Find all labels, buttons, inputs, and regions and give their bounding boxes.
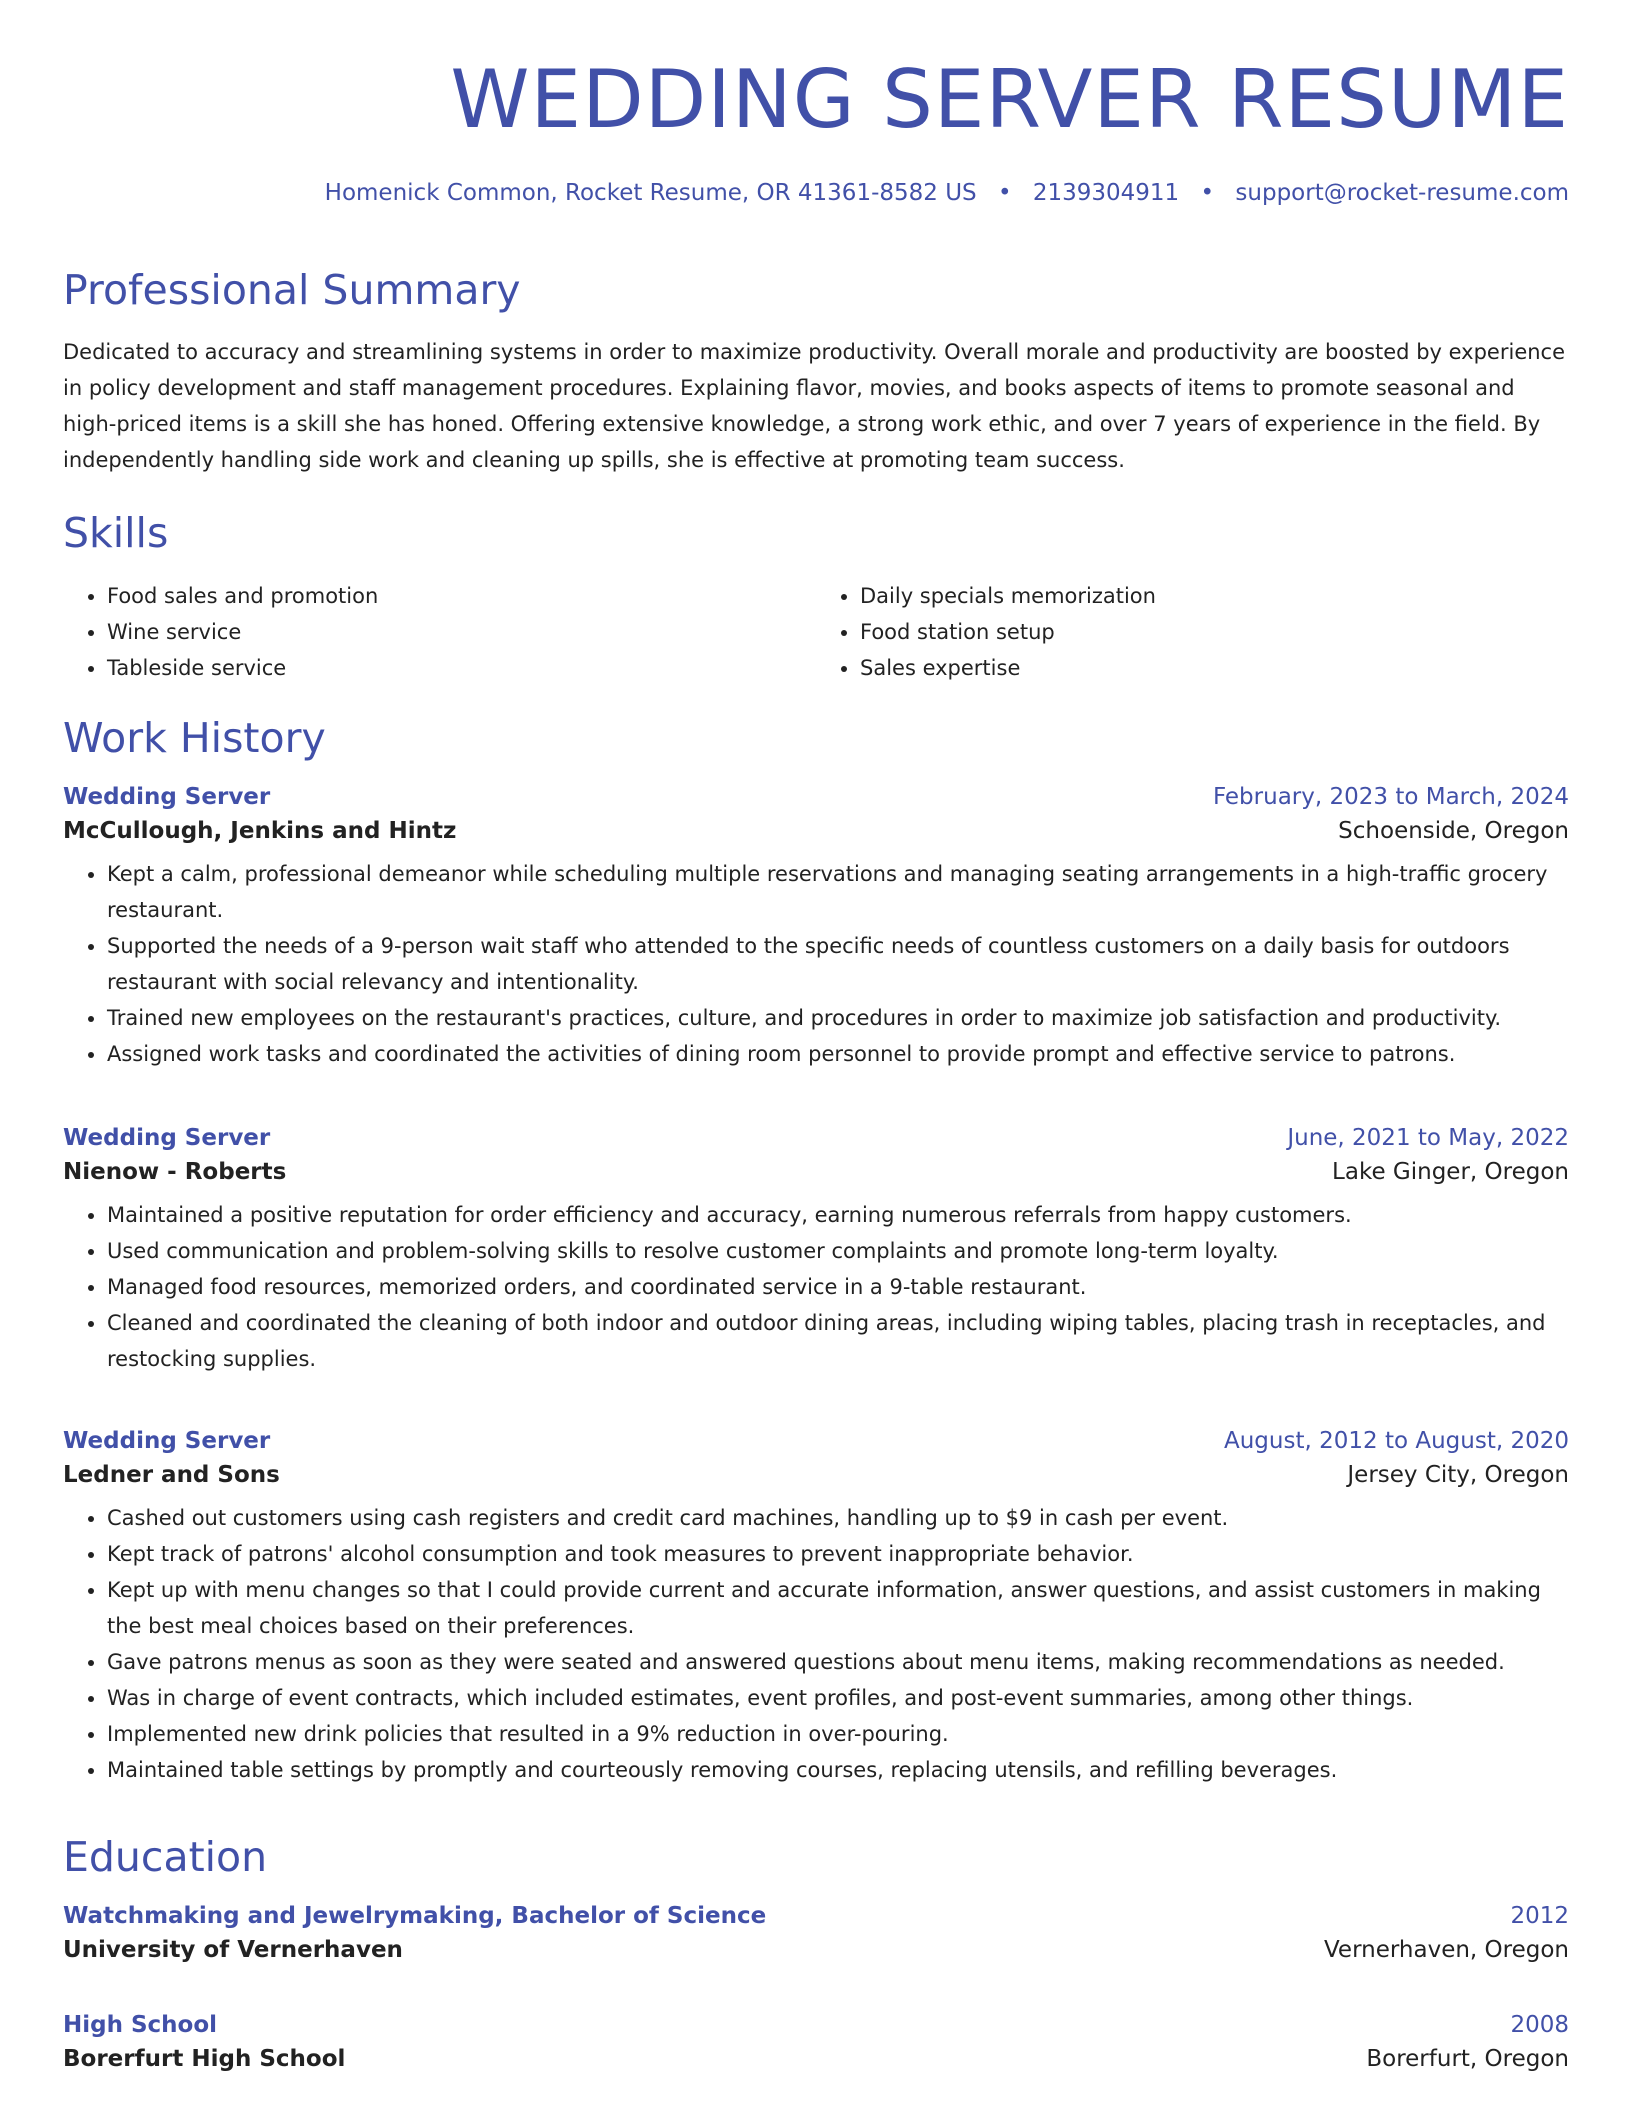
job-bullets [63,1197,1569,1377]
job-bullet: • Kept track of patrons' alcohol consumption and took measures to prevent inappropriate behavior. [107,1536,1569,1572]
job-bullet: • Was in charge of event contracts, which included estimates, event profiles, and post-event summaries, among other things. [107,1680,1569,1716]
skill-item: • Sales expertise [860,650,1569,686]
skills-column-left [63,578,816,686]
job-role: Wedding Server [63,1125,271,1151]
job-dates: June, 2021 to May, 2022 [1287,1125,1569,1151]
contact-email: support@rocket-resume.com [1235,180,1569,206]
summary-text: Dedicated to accuracy and streamlining systems in order to maximize productivity. Overall morale and productivity are boosted by experience in policy development and staff management procedures. Explaining flavor, movies, and books aspects of items to promote seasonal and high-priced items is a skill she has honed. Offering extensive knowledge, a strong work ethic, and over 7 years of experience in the field. By independently handling side work and cleaning up spills, she is effective at promoting team success. [63,340,1566,472]
education-entry [63,2012,1569,2072]
job-dates: February, 2023 to March, 2024 [1212,784,1569,810]
skill-item: • Tableside service [107,650,816,686]
skills-list [63,578,1569,686]
job-bullet: • Trained new employees on the restaurant's practices, culture, and procedures in order to maximize job satisfaction and productivity. [107,1000,1569,1036]
summary-heading: Professional Summary [63,266,521,314]
job-company: McCullough, Jenkins and Hintz [63,818,457,844]
job-bullet: • Gave patrons menus as soon as they were seated and answered questions about menu items, making recommendations as needed. [107,1644,1569,1680]
job-bullet: • Assigned work tasks and coordinated the activities of dining room personnel to provide prompt and effective service to patrons. [107,1036,1569,1072]
job-bullet: • Used communication and problem-solving skills to resolve customer complaints and promote long-term loyalty. [107,1233,1569,1269]
job-entry [63,784,1569,1072]
education-school: University of Vernerhaven [63,1937,403,1963]
skills-heading: Skills [63,509,169,557]
education-location: Borerfurt, Oregon [1366,2046,1569,2072]
job-dates: August, 2012 to August, 2020 [1224,1428,1569,1454]
skill-item: • Wine service [107,614,816,650]
job-bullet: • Cleaned and coordinated the cleaning of both indoor and outdoor dining areas, including wiping tables, placing trash in receptacles, and restocking supplies. [107,1305,1569,1377]
job-company: Nienow - Roberts [63,1159,287,1185]
contact-line [63,180,1569,206]
job-location: Schoenside, Oregon [1338,818,1569,844]
job-bullet: • Supported the needs of a 9-person wait staff who attended to the specific needs of countless customers on a daily basis for outdoors restaurant with social relevancy and intentionality. [107,928,1569,1000]
education-heading: Education [63,1833,268,1881]
skill-item: • Food station setup [860,614,1569,650]
education-degree: Watchmaking and Jewelrymaking, Bachelor of Science [63,1903,767,1929]
education-entry [63,1903,1569,1963]
skills-column-right [816,578,1569,686]
resume-title: WEDDING SERVER RESUME [450,53,1569,146]
job-bullets [63,856,1569,1072]
job-bullet: • Cashed out customers using cash registers and credit card machines, handling up to $9 in cash per event. [107,1500,1569,1536]
job-location: Jersey City, Oregon [1347,1462,1569,1488]
job-bullets [63,1500,1569,1788]
work-heading: Work History [63,714,326,762]
contact-address: Homenick Common, Rocket Resume, OR 41361-8582 US [324,180,977,206]
job-bullet: • Kept a calm, professional demeanor while scheduling multiple reservations and managing seating arrangements in a high-traffic grocery restaurant. [107,856,1569,928]
education-year: 2008 [1510,2012,1569,2038]
education-school: Borerfurt High School [63,2046,346,2072]
skill-item: • Daily specials memorization [860,578,1569,614]
job-entry [63,1428,1569,1788]
job-bullet: • Kept up with menu changes so that I could provide current and accurate information, answer questions, and assist customers in making the best meal choices based on their preferences. [107,1572,1569,1644]
job-bullet: • Implemented new drink policies that resulted in a 9% reduction in over-pouring. [107,1716,1569,1752]
job-company: Ledner and Sons [63,1462,280,1488]
education-location: Vernerhaven, Oregon [1323,1937,1569,1963]
job-bullet: • Maintained table settings by promptly and courteously removing courses, replacing utensils, and refilling beverages. [107,1752,1569,1788]
contact-separator: • [1200,180,1215,206]
skill-item: • Food sales and promotion [107,578,816,614]
job-role: Wedding Server [63,1428,271,1454]
job-bullet: • Managed food resources, memorized orders, and coordinated service in a 9-table restaurant. [107,1269,1569,1305]
contact-separator: • [997,180,1012,206]
contact-phone: 2139304911 [1032,180,1180,206]
education-year: 2012 [1510,1903,1569,1929]
job-entry [63,1125,1569,1377]
education-degree: High School [63,2012,218,2038]
job-role: Wedding Server [63,784,271,810]
job-location: Lake Ginger, Oregon [1332,1159,1569,1185]
job-bullet: • Maintained a positive reputation for order efficiency and accuracy, earning numerous referrals from happy customers. [107,1197,1569,1233]
